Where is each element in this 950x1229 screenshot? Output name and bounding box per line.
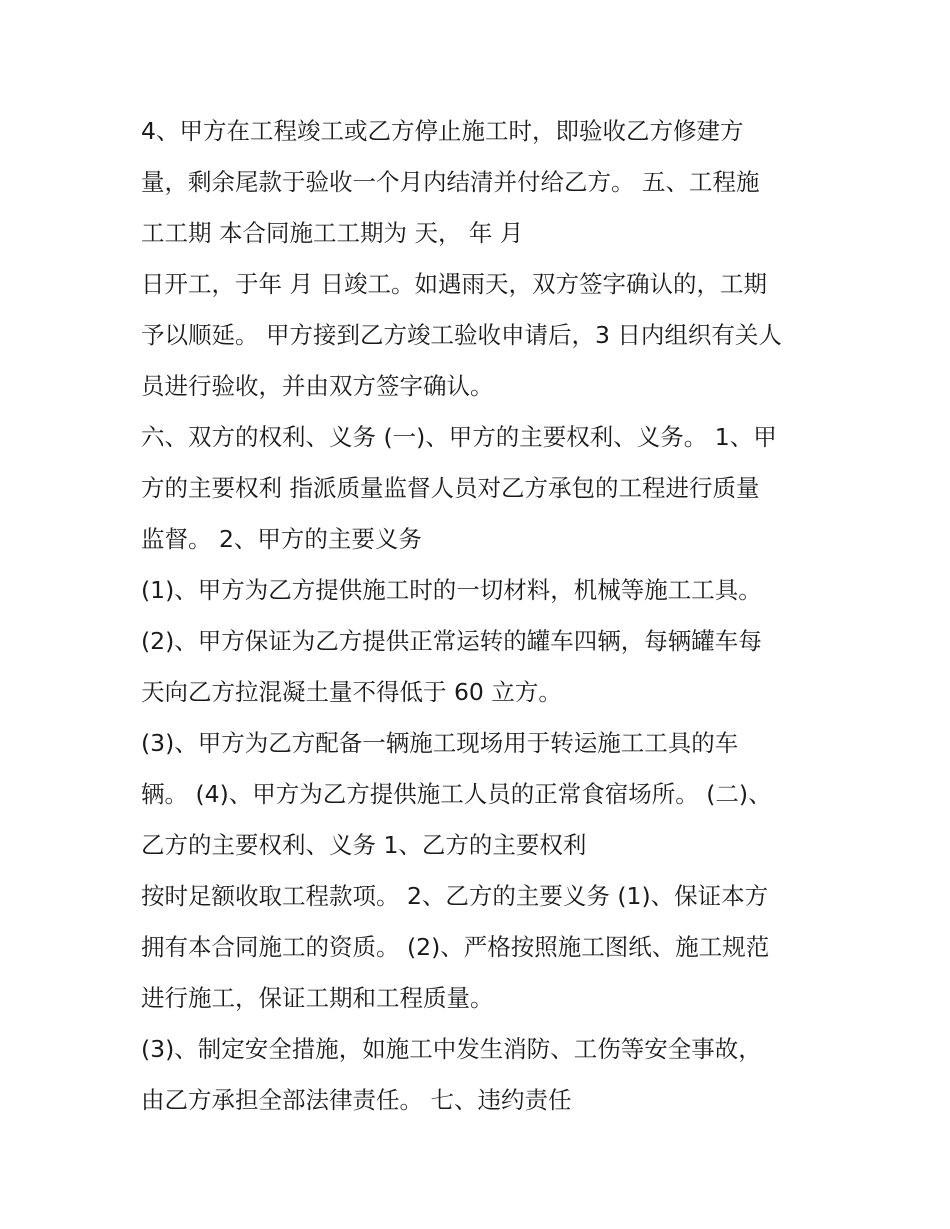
text-line-16: 按时足额收取工程款项。 2、乙方的主要义务 (1)、保证本方 bbox=[141, 882, 769, 910]
text-line-19: (3)、制定安全措施，如施工中发生消防、工伤等安全事故， bbox=[141, 1035, 762, 1063]
text-line-4: 日开工，于年 月 日竣工。如遇雨天，双方签字确认的，工期 bbox=[141, 270, 767, 298]
text-line-13: (3)、甲方为乙方配备一辆施工现场用于转运施工工具的车 bbox=[141, 729, 739, 757]
text-line-14: 辆。 (4)、甲方为乙方提供施工人员的正常食宿场所。 (二)、 bbox=[141, 780, 772, 808]
text-line-5: 予以顺延。 甲方接到乙方竣工验收申请后，3 日内组织有关人 bbox=[141, 321, 782, 349]
text-line-20: 由乙方承担全部法律责任。 七、违约责任 bbox=[141, 1086, 572, 1114]
text-line-17: 拥有本合同施工的资质。 (2)、严格按照施工图纸、施工规范 bbox=[141, 933, 770, 961]
text-line-18: 进行施工，保证工期和工程质量。 bbox=[141, 984, 494, 1012]
text-line-10: (1)、甲方为乙方提供施工时的一切材料，机械等施工工具。 bbox=[141, 576, 762, 604]
text-line-8: 方的主要权利 指派质量监督人员对乙方承包的工程进行质量 bbox=[141, 474, 760, 502]
contract-text bbox=[141, 106, 821, 1126]
text-line-9: 监督。 2、甲方的主要义务 bbox=[141, 525, 422, 553]
text-line-6: 员进行验收，并由双方签字确认。 bbox=[141, 372, 494, 400]
text-line-3: 工工期 本合同施工工期为 天， 年 月 bbox=[141, 219, 524, 247]
text-line-7: 六、双方的权利、义务 (一)、甲方的主要权利、义务。 1、甲 bbox=[141, 423, 777, 451]
text-line-15: 乙方的主要权利、义务 1、乙方的主要权利 bbox=[141, 831, 587, 859]
text-line-12: 天向乙方拉混凝土量不得低于 60 立方。 bbox=[141, 678, 562, 706]
text-line-1: 4、甲方在工程竣工或乙方停止施工时，即验收乙方修建方 bbox=[141, 117, 744, 145]
text-line-11: (2)、甲方保证为乙方提供正常运转的罐车四辆，每辆罐车每 bbox=[141, 627, 762, 655]
text-line-2: 量，剩余尾款于验收一个月内结清并付给乙方。 五、工程施 bbox=[141, 168, 760, 196]
